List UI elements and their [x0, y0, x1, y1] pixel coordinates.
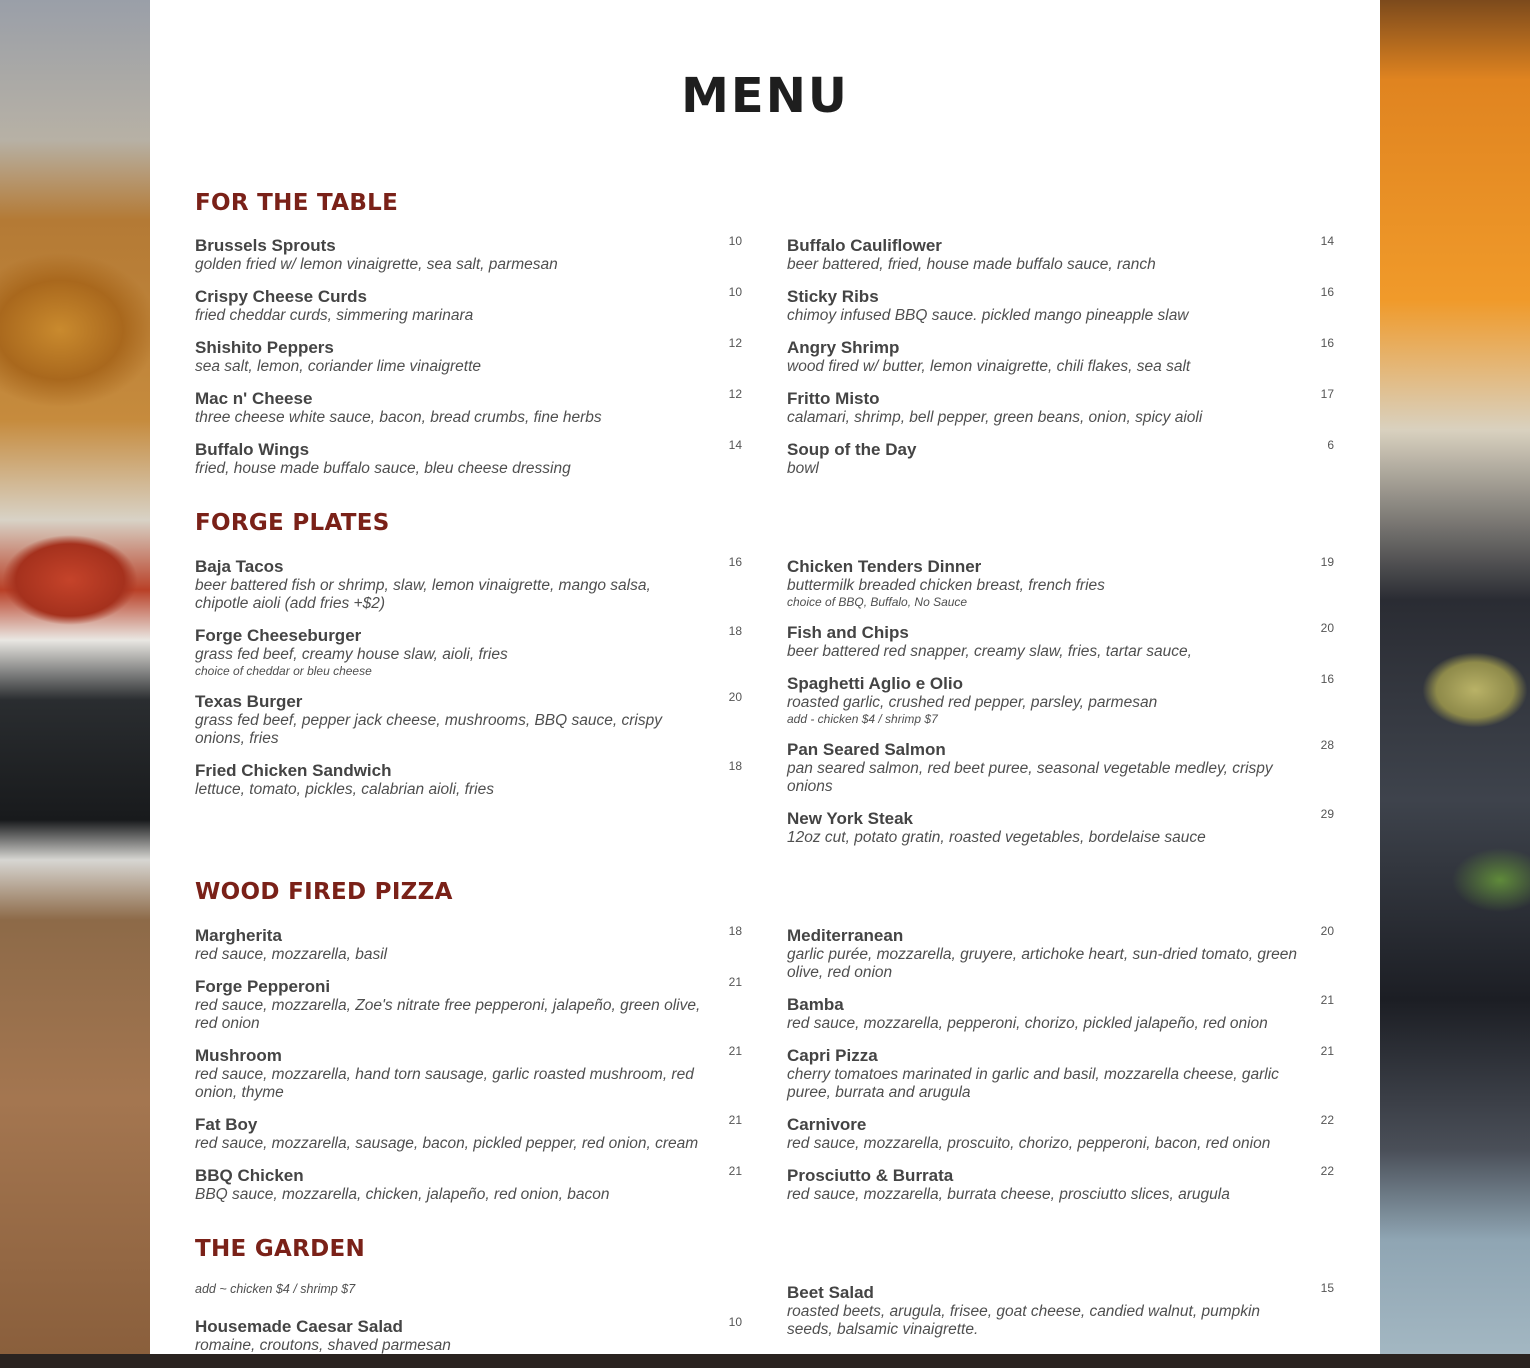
section-for-the-table-right-column [787, 236, 1334, 491]
menu-item-name: Mediterranean [787, 926, 904, 945]
menu-item [787, 557, 1334, 610]
menu-item-price: 16 [1320, 285, 1334, 299]
menu-item [195, 1166, 742, 1204]
menu-item [787, 740, 1334, 796]
menu-item-name: Fat Boy [195, 1115, 258, 1134]
menu-item-price: 20 [1320, 621, 1334, 635]
menu-item-price: 20 [1320, 924, 1334, 938]
menu-item-name: Forge Pepperoni [195, 977, 331, 996]
menu-item-price: 22 [1320, 1164, 1334, 1178]
section-title-wood-fired-pizza: WOOD FIRED PIZZA [195, 879, 453, 905]
section-the-garden-left-items [195, 1317, 742, 1355]
menu-item [787, 389, 1334, 427]
menu-item-description: red sauce, mozzarella, basil [195, 946, 388, 963]
menu-item-price: 21 [728, 975, 742, 989]
menu-title: MENU [681, 68, 849, 124]
menu-item [195, 338, 742, 376]
menu-item-description: golden fried w/ lemon vinaigrette, sea salt, parmesan [195, 256, 558, 273]
menu-item-name: Fried Chicken Sandwich [195, 761, 392, 780]
menu-item [787, 995, 1334, 1033]
menu-item-price: 16 [1320, 672, 1334, 686]
menu-item [787, 674, 1334, 727]
menu-item-name: BBQ Chicken [195, 1166, 304, 1185]
menu-item-price: 21 [728, 1113, 742, 1127]
menu-item-price: 19 [1320, 555, 1334, 569]
menu-item-name: Margherita [195, 926, 282, 945]
menu-item [787, 440, 1334, 478]
menu-item-name: Soup of the Day [787, 440, 917, 459]
menu-item-name: Fish and Chips [787, 623, 909, 642]
menu-item [787, 338, 1334, 376]
menu-item-name: Prosciutto & Burrata [787, 1166, 954, 1185]
menu-item-name: Mac n' Cheese [195, 389, 313, 408]
menu-item-description: red sauce, mozzarella, burrata cheese, prosciutto slices, arugula [787, 1186, 1230, 1203]
menu-item-name: New York Steak [787, 809, 913, 828]
menu-item-description: bowl [787, 460, 819, 477]
menu-item-price: 29 [1320, 807, 1334, 821]
menu-item-description: beer battered, fried, house made buffalo sauce, ranch [787, 256, 1156, 273]
menu-item [787, 1115, 1334, 1153]
menu-item-description: lettuce, tomato, pickles, calabrian aioli, fries [195, 781, 494, 798]
menu-item-price: 10 [728, 1315, 742, 1329]
menu-item-name: Fritto Misto [787, 389, 880, 408]
menu-item [195, 1317, 742, 1355]
menu-item-price: 20 [728, 690, 742, 704]
menu-item-price: 12 [728, 387, 742, 401]
section-for-the-table-left-column [195, 236, 742, 491]
menu-item [787, 809, 1334, 847]
menu-item-description: calamari, shrimp, bell pepper, green beans, onion, spicy aioli [787, 409, 1203, 426]
menu-item-name: Mushroom [195, 1046, 282, 1065]
background-photo-right [1380, 0, 1530, 1354]
section-the-garden-right-column [787, 1283, 1334, 1352]
menu-item-description: BBQ sauce, mozzarella, chicken, jalapeño, red onion, bacon [195, 1186, 610, 1203]
menu-item-description: wood fired w/ butter, lemon vinaigrette, chili flakes, sea salt [787, 358, 1191, 375]
menu-item [787, 1046, 1334, 1102]
menu-item [195, 1046, 742, 1102]
menu-item-description: red sauce, mozzarella, Zoe's nitrate free pepperoni, jalapeño, green olive, red onion [195, 997, 701, 1032]
menu-item-name: Angry Shrimp [787, 338, 900, 357]
menu-item-price: 14 [728, 438, 742, 452]
menu-item-price: 16 [728, 555, 742, 569]
menu-item-price: 6 [1327, 438, 1334, 452]
menu-item-description: beer battered fish or shrimp, slaw, lemon vinaigrette, mango salsa, chipotle aioli (add fries +$2) [195, 577, 651, 612]
menu-item-price: 21 [728, 1164, 742, 1178]
section-title-the-garden: THE GARDEN [195, 1236, 366, 1262]
menu-item [787, 1166, 1334, 1204]
menu-item [787, 926, 1334, 982]
menu-item-price: 18 [728, 624, 742, 638]
menu-page [150, 0, 1380, 1354]
menu-item-price: 21 [1320, 993, 1334, 1007]
menu-item [195, 926, 742, 964]
menu-item-price: 15 [1320, 1281, 1334, 1295]
menu-item-description: red sauce, mozzarella, proscuito, chorizo, pepperoni, bacon, red onion [787, 1135, 1271, 1152]
menu-item-name: Carnivore [787, 1115, 867, 1134]
section-forge-plates-left-column [195, 557, 742, 812]
menu-item-name: Buffalo Wings [195, 440, 310, 459]
menu-item-price: 21 [728, 1044, 742, 1058]
section-forge-plates-right-column [787, 557, 1334, 860]
menu-item [787, 287, 1334, 325]
section-the-garden-left-column [195, 1282, 742, 1368]
section-title-for-the-table: FOR THE TABLE [195, 190, 399, 216]
menu-item [195, 977, 742, 1033]
section-wood-fired-pizza-right-column [787, 926, 1334, 1217]
menu-item-description: sea salt, lemon, coriander lime vinaigrette [195, 358, 482, 375]
menu-item-name: Texas Burger [195, 692, 303, 711]
menu-item [195, 626, 742, 679]
menu-item-name: Housemade Caesar Salad [195, 1317, 403, 1336]
background-photo-left [0, 0, 150, 1354]
menu-item-option-note: choice of BBQ, Buffalo, No Sauce [787, 595, 968, 609]
menu-item [195, 692, 742, 748]
menu-item-description: garlic purée, mozzarella, gruyere, artichoke heart, sun-dried tomato, green olive, red onion [787, 946, 1298, 981]
menu-item [195, 440, 742, 478]
menu-item-price: 28 [1320, 738, 1334, 752]
menu-item-option-note: add - chicken $4 / shrimp $7 [787, 712, 938, 726]
menu-item-price: 18 [728, 924, 742, 938]
menu-item-name: Beet Salad [787, 1283, 874, 1302]
menu-item-option-note: choice of cheddar or bleu cheese [195, 664, 372, 678]
menu-item-description: fried cheddar curds, simmering marinara [195, 307, 474, 324]
menu-item-description: fried, house made buffalo sauce, bleu cheese dressing [195, 460, 571, 477]
garden-add-protein-note: add ~ chicken $4 / shrimp $7 [195, 1282, 356, 1296]
menu-item-name: Brussels Sprouts [195, 236, 336, 255]
menu-item-name: Spaghetti Aglio e Olio [787, 674, 963, 693]
menu-item-price: 22 [1320, 1113, 1334, 1127]
menu-item [787, 236, 1334, 274]
menu-item-description: red sauce, mozzarella, sausage, bacon, pickled pepper, red onion, cream [195, 1135, 699, 1152]
menu-item-price: 16 [1320, 336, 1334, 350]
menu-item-price: 10 [728, 285, 742, 299]
menu-item-name: Chicken Tenders Dinner [787, 557, 982, 576]
menu-item-description: red sauce, mozzarella, hand torn sausage, garlic roasted mushroom, red onion, thyme [195, 1066, 694, 1101]
menu-item [787, 623, 1334, 661]
menu-item-description: grass fed beef, creamy house slaw, aioli, fries [195, 646, 508, 663]
menu-item-name: Bamba [787, 995, 844, 1014]
section-wood-fired-pizza-left-column [195, 926, 742, 1217]
menu-item-description: red sauce, mozzarella, pepperoni, chorizo, pickled jalapeño, red onion [787, 1015, 1268, 1032]
menu-item-description: buttermilk breaded chicken breast, french fries [787, 577, 1105, 594]
section-title-forge-plates: FORGE PLATES [195, 510, 390, 536]
menu-item-name: Crispy Cheese Curds [195, 287, 367, 306]
menu-item [195, 389, 742, 427]
menu-item-price: 17 [1320, 387, 1334, 401]
menu-item-price: 10 [728, 234, 742, 248]
menu-item-description: grass fed beef, pepper jack cheese, mushrooms, BBQ sauce, crispy onions, fries [195, 712, 662, 747]
menu-item-price: 21 [1320, 1044, 1334, 1058]
menu-item-price: 14 [1320, 234, 1334, 248]
menu-item-price: 12 [728, 336, 742, 350]
menu-item-description: three cheese white sauce, bacon, bread crumbs, fine herbs [195, 409, 602, 426]
menu-item-name: Sticky Ribs [787, 287, 879, 306]
menu-item-description: romaine, croutons, shaved parmesan [195, 1337, 451, 1354]
menu-item [787, 1283, 1334, 1339]
menu-item-description: roasted beets, arugula, frisee, goat cheese, candied walnut, pumpkin seeds, balsamic vinaigrette. [787, 1303, 1261, 1338]
menu-item-description: beer battered red snapper, creamy slaw, fries, tartar sauce, [787, 643, 1192, 660]
menu-item-description: chimoy infused BBQ sauce. pickled mango pineapple slaw [787, 307, 1189, 324]
menu-item [195, 557, 742, 613]
menu-item-description: cherry tomatoes marinated in garlic and basil, mozzarella cheese, garlic puree, burrata and arugula [787, 1066, 1279, 1101]
menu-item-price: 18 [728, 759, 742, 773]
menu-item-name: Capri Pizza [787, 1046, 878, 1065]
menu-item [195, 236, 742, 274]
menu-item [195, 287, 742, 325]
menu-item [195, 1115, 742, 1153]
menu-item-name: Baja Tacos [195, 557, 284, 576]
menu-item-name: Pan Seared Salmon [787, 740, 946, 759]
menu-item-description: pan seared salmon, red beet puree, seasonal vegetable medley, crispy onions [787, 760, 1273, 795]
menu-item [195, 761, 742, 799]
menu-item-description: 12oz cut, potato gratin, roasted vegetables, bordelaise sauce [787, 829, 1206, 846]
menu-item-name: Forge Cheeseburger [195, 626, 362, 645]
menu-item-name: Buffalo Cauliflower [787, 236, 942, 255]
menu-item-description: roasted garlic, crushed red pepper, parsley, parmesan [787, 694, 1158, 711]
menu-item-name: Shishito Peppers [195, 338, 334, 357]
